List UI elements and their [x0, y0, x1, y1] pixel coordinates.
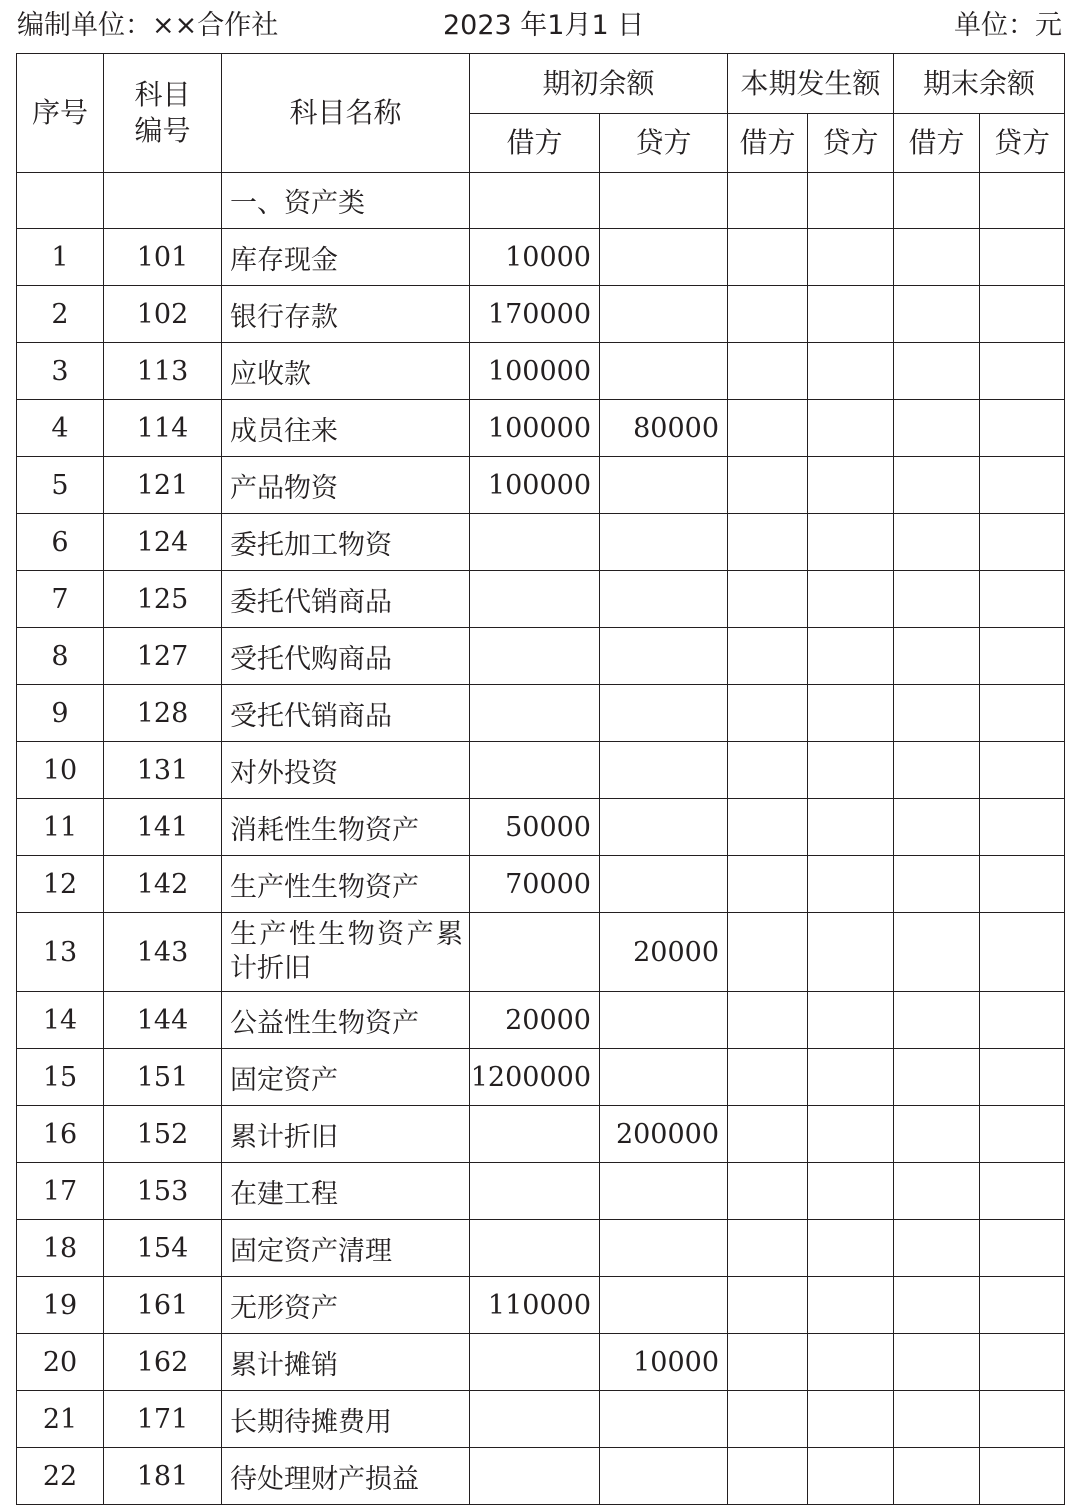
opening-debit-cell — [470, 1391, 600, 1448]
opening-credit-cell: 80000 — [600, 400, 728, 457]
closing-debit-header: 借方 — [894, 114, 980, 173]
code-cell: 181 — [104, 1448, 222, 1505]
current-debit-cell — [728, 1277, 808, 1334]
opening-debit-cell: 100000 — [470, 457, 600, 514]
closing-credit-cell — [980, 571, 1065, 628]
seq-cell: 15 — [17, 1049, 104, 1106]
current-credit-cell — [808, 1106, 894, 1163]
closing-debit-cell — [894, 913, 980, 992]
opening-debit-cell: 100000 — [470, 343, 600, 400]
code-cell: 102 — [104, 286, 222, 343]
code-cell: 127 — [104, 628, 222, 685]
name-cell: 累计摊销 — [222, 1334, 470, 1391]
current-credit-cell — [808, 1049, 894, 1106]
name-cell: 库存现金 — [222, 229, 470, 286]
opening-debit-cell — [470, 514, 600, 571]
name-cell: 受托代购商品 — [222, 628, 470, 685]
opening-balance-header: 期初余额 — [470, 54, 728, 114]
current-debit-cell — [728, 992, 808, 1049]
closing-credit-cell — [980, 286, 1065, 343]
opening-credit-cell — [600, 1391, 728, 1448]
current-debit-cell — [728, 286, 808, 343]
closing-debit-cell — [894, 992, 980, 1049]
closing-balance-header: 期末余额 — [894, 54, 1065, 114]
current-credit-cell — [808, 286, 894, 343]
seq-cell: 19 — [17, 1277, 104, 1334]
current-credit-cell — [808, 799, 894, 856]
closing-debit-cell — [894, 1277, 980, 1334]
closing-debit-cell — [894, 229, 980, 286]
name-cell: 产品物资 — [222, 457, 470, 514]
seq-cell: 8 — [17, 628, 104, 685]
closing-debit-cell — [894, 1391, 980, 1448]
current-debit-cell — [728, 229, 808, 286]
closing-credit-cell — [980, 742, 1065, 799]
closing-credit-cell — [980, 400, 1065, 457]
table-row — [17, 571, 1065, 628]
current-debit-cell — [728, 856, 808, 913]
table-row — [17, 1049, 1065, 1106]
table-row — [17, 514, 1065, 571]
closing-credit-cell — [980, 685, 1065, 742]
code-header-line1: 科目 — [134, 78, 191, 111]
code-cell: 101 — [104, 229, 222, 286]
opening-debit-cell: 50000 — [470, 799, 600, 856]
opening-debit-cell — [470, 1106, 600, 1163]
current-credit-cell — [808, 1163, 894, 1220]
name-header: 科目名称 — [222, 54, 470, 173]
current-debit-cell — [728, 913, 808, 992]
seq-cell: 16 — [17, 1106, 104, 1163]
seq-cell: 4 — [17, 400, 104, 457]
table-row — [17, 286, 1065, 343]
section-row — [17, 173, 1065, 229]
opening-debit-cell — [470, 913, 600, 992]
code-cell: 124 — [104, 514, 222, 571]
closing-credit-cell — [980, 1106, 1065, 1163]
name-cell: 待处理财产损益 — [222, 1448, 470, 1505]
closing-debit-cell — [894, 286, 980, 343]
table-row — [17, 628, 1065, 685]
code-cell: 152 — [104, 1106, 222, 1163]
closing-credit-cell — [980, 1277, 1065, 1334]
current-credit-cell — [808, 457, 894, 514]
name-cell: 固定资产清理 — [222, 1220, 470, 1277]
opening-credit-cell — [600, 1163, 728, 1220]
table-body — [17, 173, 1065, 1505]
name-cell: 成员往来 — [222, 400, 470, 457]
opening-debit-cell: 100000 — [470, 400, 600, 457]
table-row — [17, 1277, 1065, 1334]
opening-credit-cell — [600, 799, 728, 856]
name-cell: 消耗性生物资产 — [222, 799, 470, 856]
current-credit-cell — [808, 571, 894, 628]
closing-debit-cell — [894, 742, 980, 799]
current-credit-cell — [808, 1277, 894, 1334]
closing-credit-cell — [980, 1448, 1065, 1505]
section-seq-cell — [17, 173, 104, 229]
closing-credit-cell — [980, 992, 1065, 1049]
table-header — [17, 54, 1065, 173]
name-cell: 公益性生物资产 — [222, 992, 470, 1049]
opening-debit-cell — [470, 742, 600, 799]
opening-credit-cell — [600, 685, 728, 742]
code-cell: 131 — [104, 742, 222, 799]
code-cell: 161 — [104, 1277, 222, 1334]
name-cell: 对外投资 — [222, 742, 470, 799]
table-row — [17, 457, 1065, 514]
opening-debit-cell — [470, 571, 600, 628]
code-cell: 154 — [104, 1220, 222, 1277]
current-debit-cell — [728, 799, 808, 856]
current-credit-cell — [808, 856, 894, 913]
table-row — [17, 1448, 1065, 1505]
name-cell: 长期待摊费用 — [222, 1391, 470, 1448]
closing-credit-cell — [980, 1049, 1065, 1106]
current-debit-cell — [728, 1448, 808, 1505]
closing-credit-cell — [980, 229, 1065, 286]
opening-debit-cell — [470, 685, 600, 742]
current-credit-cell — [808, 400, 894, 457]
closing-debit-cell — [894, 1334, 980, 1391]
opening-credit-cell — [600, 856, 728, 913]
seq-cell: 22 — [17, 1448, 104, 1505]
seq-cell: 14 — [17, 992, 104, 1049]
table-row — [17, 685, 1065, 742]
current-debit-header: 借方 — [728, 114, 808, 173]
opening-debit-cell: 70000 — [470, 856, 600, 913]
seq-cell: 12 — [17, 856, 104, 913]
seq-cell: 21 — [17, 1391, 104, 1448]
current-debit-cell — [728, 1106, 808, 1163]
current-credit-cell — [808, 913, 894, 992]
seq-header: 序号 — [17, 54, 104, 173]
code-cell: 144 — [104, 992, 222, 1049]
opening-debit-cell — [470, 1334, 600, 1391]
closing-credit-cell — [980, 628, 1065, 685]
name-cell: 累计折旧 — [222, 1106, 470, 1163]
seq-cell: 10 — [17, 742, 104, 799]
current-debit-cell — [728, 742, 808, 799]
opening-credit-cell — [600, 1220, 728, 1277]
report-date: 2023 年1月1 日 — [443, 10, 645, 41]
code-cell: 121 — [104, 457, 222, 514]
name-cell: 委托加工物资 — [222, 514, 470, 571]
current-debit-cell — [728, 1163, 808, 1220]
code-cell: 128 — [104, 685, 222, 742]
seq-cell: 1 — [17, 229, 104, 286]
closing-credit-cell — [980, 514, 1065, 571]
code-cell: 141 — [104, 799, 222, 856]
seq-cell: 7 — [17, 571, 104, 628]
name-cell: 固定资产 — [222, 1049, 470, 1106]
table-row — [17, 992, 1065, 1049]
seq-cell: 18 — [17, 1220, 104, 1277]
closing-credit-cell — [980, 1334, 1065, 1391]
code-cell: 153 — [104, 1163, 222, 1220]
closing-debit-cell — [894, 457, 980, 514]
opening-credit-cell — [600, 457, 728, 514]
table-row — [17, 742, 1065, 799]
current-credit-cell — [808, 1334, 894, 1391]
unit-label: 单位：元 — [954, 10, 1062, 41]
opening-debit-cell: 110000 — [470, 1277, 600, 1334]
code-cell: 151 — [104, 1049, 222, 1106]
closing-debit-cell — [894, 514, 980, 571]
closing-credit-cell — [980, 856, 1065, 913]
closing-debit-cell — [894, 343, 980, 400]
table-row — [17, 1220, 1065, 1277]
current-debit-cell — [728, 457, 808, 514]
current-debit-cell — [728, 685, 808, 742]
table-row — [17, 799, 1065, 856]
section-cell — [980, 173, 1065, 229]
section-code-cell — [104, 173, 222, 229]
seq-cell: 3 — [17, 343, 104, 400]
current-credit-header: 贷方 — [808, 114, 894, 173]
current-credit-cell — [808, 1448, 894, 1505]
closing-debit-cell — [894, 571, 980, 628]
opening-credit-cell — [600, 1049, 728, 1106]
opening-debit-cell — [470, 1163, 600, 1220]
opening-credit-cell — [600, 343, 728, 400]
section-cell — [470, 173, 600, 229]
opening-credit-cell — [600, 1277, 728, 1334]
closing-debit-cell — [894, 1163, 980, 1220]
opening-credit-cell — [600, 742, 728, 799]
section-cell — [600, 173, 728, 229]
current-credit-cell — [808, 229, 894, 286]
trial-balance-table — [16, 53, 1065, 1505]
current-debit-cell — [728, 571, 808, 628]
closing-credit-cell — [980, 1220, 1065, 1277]
code-cell: 125 — [104, 571, 222, 628]
table-row — [17, 1334, 1065, 1391]
opening-debit-cell: 170000 — [470, 286, 600, 343]
opening-debit-cell: 1200000 — [470, 1049, 600, 1106]
opening-credit-cell: 20000 — [600, 913, 728, 992]
code-header — [104, 54, 222, 173]
current-period-header: 本期发生额 — [728, 54, 894, 114]
current-debit-cell — [728, 628, 808, 685]
current-debit-cell — [728, 400, 808, 457]
opening-debit-cell — [470, 1220, 600, 1277]
header-row-1 — [17, 54, 1065, 114]
table-row — [17, 856, 1065, 913]
seq-cell: 17 — [17, 1163, 104, 1220]
code-cell: 143 — [104, 913, 222, 992]
current-credit-cell — [808, 628, 894, 685]
closing-debit-cell — [894, 400, 980, 457]
current-credit-cell — [808, 742, 894, 799]
opening-debit-header: 借方 — [470, 114, 600, 173]
table-row — [17, 343, 1065, 400]
opening-debit-cell — [470, 628, 600, 685]
code-cell: 162 — [104, 1334, 222, 1391]
seq-cell: 5 — [17, 457, 104, 514]
section-cell — [808, 173, 894, 229]
current-credit-cell — [808, 1391, 894, 1448]
table-row — [17, 1106, 1065, 1163]
seq-cell: 6 — [17, 514, 104, 571]
current-credit-cell — [808, 685, 894, 742]
opening-credit-cell — [600, 229, 728, 286]
opening-debit-cell: 10000 — [470, 229, 600, 286]
table-row — [17, 229, 1065, 286]
closing-credit-cell — [980, 457, 1065, 514]
name-cell: 在建工程 — [222, 1163, 470, 1220]
current-credit-cell — [808, 992, 894, 1049]
name-cell: 委托代销商品 — [222, 571, 470, 628]
closing-credit-header: 贷方 — [980, 114, 1065, 173]
opening-credit-cell — [600, 628, 728, 685]
opening-debit-cell — [470, 1448, 600, 1505]
current-debit-cell — [728, 514, 808, 571]
opening-credit-header: 贷方 — [600, 114, 728, 173]
seq-cell: 2 — [17, 286, 104, 343]
name-cell: 无形资产 — [222, 1277, 470, 1334]
seq-cell: 9 — [17, 685, 104, 742]
closing-debit-cell — [894, 1448, 980, 1505]
opening-credit-cell — [600, 571, 728, 628]
closing-debit-cell — [894, 685, 980, 742]
opening-credit-cell — [600, 514, 728, 571]
opening-credit-cell: 200000 — [600, 1106, 728, 1163]
current-credit-cell — [808, 1220, 894, 1277]
closing-debit-cell — [894, 856, 980, 913]
current-credit-cell — [808, 514, 894, 571]
table-row — [17, 1391, 1065, 1448]
opening-credit-cell — [600, 1448, 728, 1505]
section-cell — [894, 173, 980, 229]
opening-credit-cell — [600, 992, 728, 1049]
opening-credit-cell: 10000 — [600, 1334, 728, 1391]
closing-credit-cell — [980, 799, 1065, 856]
closing-debit-cell — [894, 1049, 980, 1106]
current-credit-cell — [808, 343, 894, 400]
closing-credit-cell — [980, 913, 1065, 992]
code-header-line2: 编号 — [134, 114, 191, 147]
name-cell: 受托代销商品 — [222, 685, 470, 742]
section-cell — [728, 173, 808, 229]
closing-debit-cell — [894, 799, 980, 856]
section-title: 一、资产类 — [222, 173, 470, 229]
seq-cell: 20 — [17, 1334, 104, 1391]
name-cell: 应收款 — [222, 343, 470, 400]
current-debit-cell — [728, 343, 808, 400]
code-cell: 142 — [104, 856, 222, 913]
opening-credit-cell — [600, 286, 728, 343]
seq-cell: 13 — [17, 913, 104, 992]
name-cell: 生产性生物资产 — [222, 856, 470, 913]
closing-debit-cell — [894, 628, 980, 685]
code-cell: 171 — [104, 1391, 222, 1448]
closing-credit-cell — [980, 1391, 1065, 1448]
table-row — [17, 1163, 1065, 1220]
current-debit-cell — [728, 1220, 808, 1277]
opening-debit-cell: 20000 — [470, 992, 600, 1049]
name-cell: 银行存款 — [222, 286, 470, 343]
code-cell: 113 — [104, 343, 222, 400]
organization-label: 编制单位：××合作社 — [17, 10, 279, 41]
closing-credit-cell — [980, 1163, 1065, 1220]
code-cell: 114 — [104, 400, 222, 457]
current-debit-cell — [728, 1334, 808, 1391]
name-cell: 生产性生物资产累计折旧 — [222, 913, 470, 992]
closing-debit-cell — [894, 1106, 980, 1163]
current-debit-cell — [728, 1391, 808, 1448]
closing-debit-cell — [894, 1220, 980, 1277]
table-row — [17, 913, 1065, 992]
closing-credit-cell — [980, 343, 1065, 400]
table-row — [17, 400, 1065, 457]
seq-cell: 11 — [17, 799, 104, 856]
current-debit-cell — [728, 1049, 808, 1106]
